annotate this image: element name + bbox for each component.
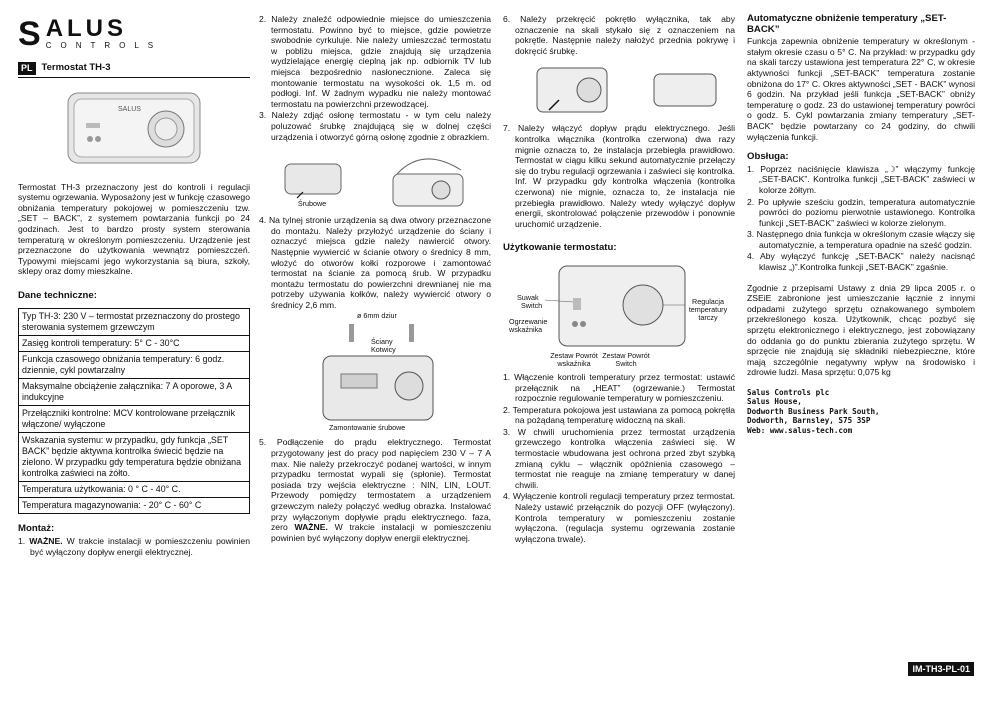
hole-caption: ø 6mm dziur [357, 311, 397, 321]
column-1 [18, 14, 250, 558]
label-indicator: Zestaw Powrót wskaźnika [550, 350, 598, 368]
use-step-3: 3. W chwili uruchomienia przez termostat urządzenia grzewczego kontrolka włączenia zaświeci się. W termostacie wbudowana jest ochrona przed zbyt szybką zmianą cyklu – włącznik opóźnienia czasowego – termostat nie reaguje na zmianę temperatury w danej chwili. [503, 426, 735, 490]
ops-step-2: 2. Po upływie sześciu godzin, temperatura automatycznie powróci do poziomu pierwotnie ustawionego. Kontrolka funkcji „SET-BACK” zaświeci w kolorze zielonym. [747, 196, 975, 228]
salus-logo [18, 14, 250, 54]
spec-heading: Dane techniczne: [18, 289, 97, 301]
spec-row: Temperatura magazynowania: - 20° C - 60° C [19, 497, 250, 513]
screw-caption: Śrubowe [297, 199, 327, 209]
mont-heading: Montaż: [18, 522, 55, 534]
logo-s: S [18, 15, 42, 53]
spec-row: Zasięg kontroli temperatury: 5° C - 30°C [19, 335, 250, 351]
waste-notice: Zgodnie z przepisami Ustawy z dnia 29 lipca 2005 r. o ZSEiE zabronione jest umieszczanie łącznie z innymi odpadami zużytego sprzętu oznakowanego symbolem przekreślonego kosza. Użytkownik, chcąc pozbyć się sprzętu elektronicznego i elektrycznego, jest zobowiązany do oddania go do punktu zbierania zużytego sprzętu. W sprzęcie nie znajdują się składniki niebezpieczne, które mają szczególnie negatywny wpływ na środowisko i zdrowie ludzi. Masa sprzętu: 0,075 kg [747, 282, 975, 378]
spec-row: Funkcja czasowego obniżania temperatury: 6 godz. dziennie, cykl powtarzalny [19, 351, 250, 378]
spec-row: Wskazania systemu: w przypadku, gdy funkcja „SET BACK” będzie aktywna kontrolka świecić będzie na zielono. W przypadku gdy temperatura będzie obniżana kontrolka zaświeci na żółto. [19, 432, 250, 481]
use-step-2: 2. Temperatura pokojowa jest ustawiana za pomocą pokrętła na pożądaną temperaturę widoczną na skali. [503, 404, 735, 426]
use-step-1: 1. Włączenie kontroli temperatury przez termostat: ustawić przełącznik na „HEAT” (ogrzewanie.) Termostat rozpocznie regulowanie temperatury w pomieszczeniu. [503, 371, 735, 404]
page-title: Termostat TH-3 [41, 62, 111, 73]
knob-figure [503, 57, 735, 123]
install-step-3: 3. Należy zdjąć osłonę termostatu - w tym celu należy poluzować śrubkę znajdującą się w dolnej części urządzenia i otworzyć górną osłonę zgodnie z obrazkiem. [259, 110, 491, 142]
column-4 [747, 14, 975, 435]
cover-figure [259, 143, 491, 215]
brand-sub: CONTROLS [45, 41, 163, 50]
install-step-7: 7. Należy włączyć dopływ prądu elektrycznego. Jeśli kontrolka włącznika (kontrolka czerwona) dwa razy mignie oznacza to, że instalacja przebiegła prawidłowo. Termostat w ciągu kilku sekund automatycznie przełączy się do trybu regulacji ogrzewania i zaświeci się kontrolka. Inf. W przypadku gdy kontrolka włączenia (kontrolka czerwona) nie mignie, oznacza to, że instalacja nie przebiegła prawidłowo. Należy wtedy wyłączyć dopływ energii, skontrolować połączenie przewodów i ponownie uruchomić urządzenie. [503, 123, 735, 229]
mont-item-1 [18, 536, 250, 557]
install-step-2: 2. Należy znaleźć odpowiednie miejsce do umieszczenia termostatu. Powinno być to miejsce, gdzie powietrze swobodnie cyrkuluje. Nie należy umieszczać termostatu w pobliżu miejsca, gdzie znajdują się urządzenia wydzielające energię cieplną jak np. odbiornik TV lub miejsca bezpośrednio nasłonecznione. Zaleca się montowanie termostatu na wysokości ok. 1,5 m. od podłogi. Inf. W żadnym wypadku nie należy montować termostatu na powierzchni przewodzącej. [259, 14, 491, 109]
address-line: Dodworth, Barnsley, S75 3SP [747, 416, 871, 426]
screw-thermostat-icon [277, 150, 347, 200]
setback-heading: Automatyczne obniżenie temperatury „SET-BACK” [747, 13, 947, 35]
svg-text:SALUS: SALUS [118, 105, 141, 113]
label-slide: Suwak [517, 292, 539, 302]
mont-text: W trakcie instalacji w pomieszczeniu powinien być wyłączony dopływ energii elektrycznej. [30, 536, 250, 557]
mount-figure [259, 312, 491, 437]
install-step-4: 4. Na tylnej stronie urządzenia są dwa otwory przeznaczone do montażu. Należy przyłożyć urządzenie do ściany i oznaczyć miejsca gdzie należy nawiercić otwory. Następnie wywiercić w ścianie otwory o średnicy 8 mm, włożyć do otworów kołki rozporowe i zamontować termostat na ścianie za pomocą śrub. W przypadku montażu termostatu do powierzchni drewnianej nie ma potrzeby używania kołków, należy wywiercić otwory o średnicy 2,6 mm. [259, 215, 491, 310]
wall-mount-icon [259, 312, 491, 437]
spec-row: Maksymalne obciążenie załącznika: 7 A oporowe, 3 A indukcyjne [19, 378, 250, 405]
spec-row: Typ TH-3: 230 V – termostat przeznaczony do prostego sterowania systemem grzewczym [19, 308, 250, 335]
column-3 [503, 14, 735, 545]
knob-turn-icon [519, 60, 619, 120]
mont-num: 1. [18, 536, 26, 547]
step5-text: 5. Podłączenie do prądu elektrycznego. Termostat przygotowany jest do pracy pod napięciem 230 V – 7 A max. Nie należy przekroczyć podanej wartości, w innym przypadku termostat wypali się (spłonie). Termostat posiada trzy wejścia elektryczne : NIN, LIN, LOUT. Przewody pomiędzy termostatem a urządzeniem grzewczym należy połączyć według obrazka. Instalować przy wyłączonym dopływie prądu elektrycznego. faza, zero [259, 437, 491, 533]
thermostat-image [18, 82, 250, 174]
step5-bold: WAŻNE. [294, 522, 328, 533]
use-step-4: 4. Wyłączenie kontroli regulacji temperatury przez termostat. Należy ustawić przełącznik do pozycji OFF (wyłączony). Kontrola temperatury w pomieszczeniu zostanie wyłączona. (regulacja systemu ogrzewania zostanie wyłączona trwale). [503, 491, 735, 544]
mount-caption: Zamontowanie śrubowe [329, 423, 406, 433]
anchor-caption: Ściany Kotwicy [371, 337, 396, 355]
ops-step-3: 3. Następnego dnia funkcja w określonym czasie włączy się automatycznie, a temperatura opadnie na sześć godzin. [747, 229, 975, 250]
controls-diagram [503, 260, 735, 372]
intro-text: Termostat TH-3 przeznaczony jest do kontroli i regulacji systemu ogrzewania. Wyposażony jest w funkcję czasowego obniżania temperatury pokojowej w pomieszczeniu tzw. „SET – BACK”, z systemem powtarzania funkcji po 24 godzinach. Jest to bardzo prosty system sterowania temperaturą w określonym pomieszczeniu. Urządzenie jest przeznaczone do użytkowania wewnątrz pomieszczeń. Typowymi miejscami jego wykorzystania są biura, szkoły, sklepy oraz domy mieszkalne. [18, 181, 250, 277]
language-badge: PL [18, 62, 36, 75]
install-step-5 [259, 437, 491, 543]
open-cover-icon [383, 148, 473, 210]
address-line: Salus House, [747, 397, 802, 407]
address-line: Salus Controls plc [747, 388, 830, 397]
document-code: IM-TH3-PL-01 [908, 662, 974, 676]
address-line: Dodworth Business Park South, [747, 406, 880, 416]
step5-tail: W trakcie instalacji w pomieszczeniu powinien być wyłączony dopływ energii elektrycznej. [271, 522, 492, 543]
label-switch: Zestaw Powrót Switch [602, 350, 650, 368]
column-2 [259, 14, 491, 544]
use-heading: Użytkowanie termostatu: [503, 242, 617, 254]
setback-text: Funkcja zapewnia obniżenie temperatury w określonym - stałym okresie czasu o 5° C. Na przykład: w przypadku gdy na skali tarczy ustawiona jest temperatura 22° C, w okresie aktywności funkcji „SET-BACK” temperatura zostanie obniżona do 17° C. Okres aktywności „SET - BACK” wynosi 6 godzin. Na przykład jeśli funkcja „SET-BACK” obniży temperaturę o godz. 23 do ustawionej temperatury powróci o godz. 5. Cykl powtarzania zmiany temperatury „SET-BACK” będzie powtarzany co 24 godziny, do chwili wyłączenia funkcji. [747, 36, 975, 142]
spec-table [18, 308, 250, 514]
company-address [747, 388, 975, 435]
address-web: Web: www.salus-tech.com [747, 425, 853, 435]
label-regulation: Regulacja temperatury tarczy [688, 296, 728, 322]
closed-thermostat-icon [650, 68, 720, 112]
install-step-6: 6. Należy przekręcić pokrętło wyłącznika, tak aby oznaczenie na skali stykało się z oznaczeniem na pokrętle. Następnie należy nałożyć przednia pokrywę i dokręcić śrubkę. [503, 14, 735, 56]
ops-step-4: 4. Aby wyłączyć funkcję „SET-BACK” należy nacisnąć klawisz „)”.Kontrolka funkcji „SET-BACK” zgaśnie. [747, 251, 975, 273]
thermostat-icon [64, 87, 204, 169]
label-heating: Ogrzewanie wskaźnika [509, 316, 548, 334]
spec-row: Przełączniki kontrolne: MCV kontrolowane przełącznik włączone/ wyłączone [19, 405, 250, 432]
ops-heading: Obsługa: [747, 151, 789, 163]
mont-bold: WAŻNE. [29, 536, 63, 547]
ops-step-1: 1. Poprzez naciśnięcie klawisza „☽” włączymy funkcję „SET-BACK”. Kontrolka funkcji „SET-BACK” zaświeci w kolorze żółtym. [747, 163, 975, 195]
spec-row: Temperatura użytkowania: 0 ° C - 40° C. [19, 481, 250, 497]
brand-name: ALUS [45, 15, 128, 42]
title-bar [18, 62, 250, 78]
label-slide-switch: Switch [521, 300, 543, 310]
